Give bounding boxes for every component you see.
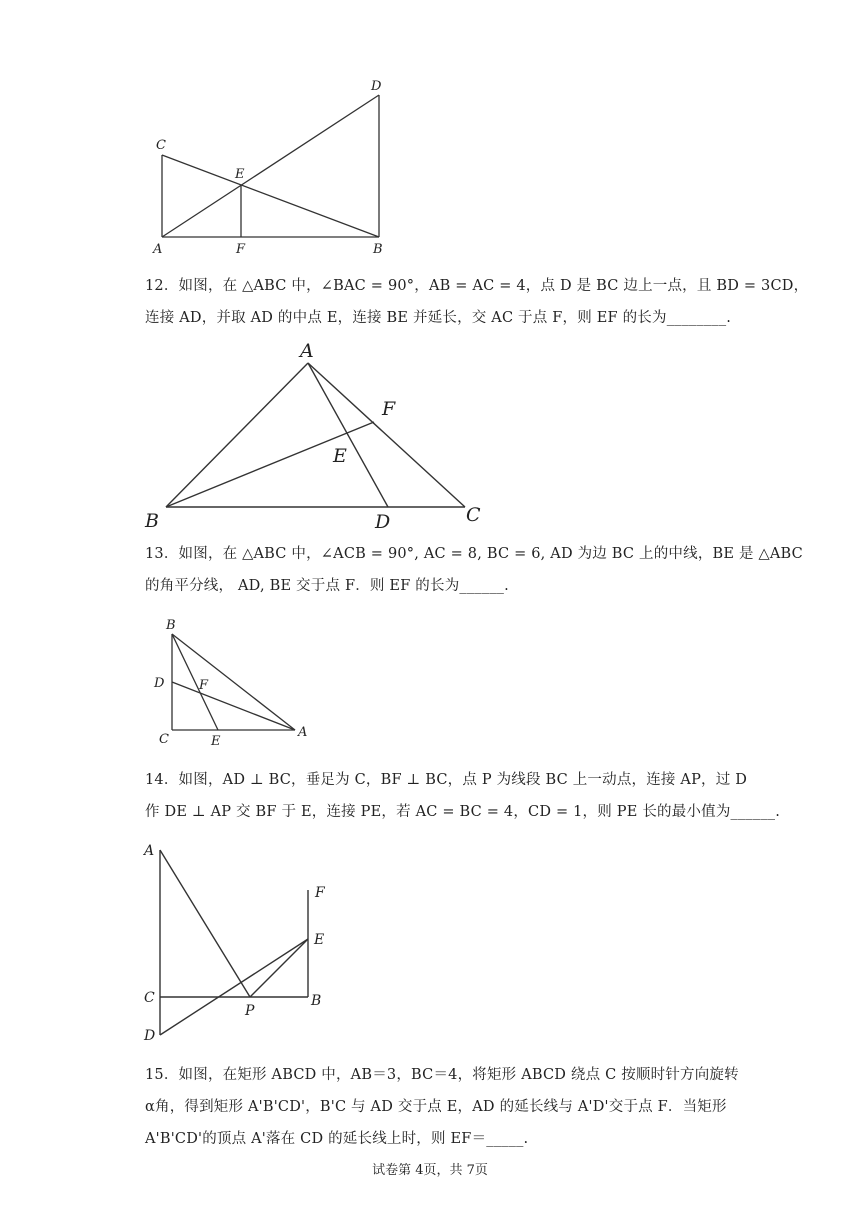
- segment-PE: [250, 939, 308, 997]
- label-P: P: [245, 1003, 255, 1019]
- label-D: D: [375, 511, 391, 533]
- figure-12: [140, 335, 500, 535]
- label-F: F: [382, 398, 396, 420]
- label-B: B: [166, 618, 176, 633]
- label-F: F: [315, 885, 325, 901]
- label-B: B: [145, 510, 159, 532]
- question-12-line-2: 连接 AD，并取 AD 的中点 E，连接 BE 并延长，交 AC 于点 F，则 EF 的长为________.: [145, 310, 732, 326]
- question-15: [145, 1059, 739, 1155]
- segment-AB: [166, 363, 308, 507]
- page-footer: 试卷第 4页，共 7页: [372, 1163, 488, 1178]
- segment-BE: [172, 634, 218, 730]
- label-E: E: [235, 167, 245, 182]
- segment-DE: [160, 939, 308, 1035]
- label-F: F: [199, 678, 209, 693]
- label-A: A: [144, 843, 155, 859]
- question-13-line-2: 的角平分线， AD, BE 交于点 F．则 EF 的长为______.: [145, 578, 509, 594]
- segment-AD: [162, 95, 379, 237]
- figure-11: [140, 70, 400, 260]
- label-E: E: [333, 445, 347, 467]
- question-15-line-2: α角，得到矩形 A'B'CD'，B'C 与 AD 交于点 E，AD 的延长线与 A'D'交于点 F．当矩形: [145, 1099, 727, 1115]
- segment-BA: [172, 634, 295, 730]
- label-D: D: [371, 79, 382, 94]
- label-B: B: [373, 242, 383, 257]
- label-C: C: [156, 138, 166, 153]
- label-C: C: [144, 990, 155, 1006]
- label-E: E: [314, 932, 325, 948]
- question-13-line-1: 13．如图，在 △ABC 中，∠ACB = 90°, AC = 8, BC = 6, AD 为边 BC 上的中线，BE 是 △ABC: [145, 546, 803, 562]
- label-C: C: [159, 732, 169, 747]
- question-14-line-1: 14．如图，AD ⊥ BC，垂足为 C，BF ⊥ BC，点 P 为线段 BC 上一动点，连接 AP，过 D: [145, 772, 748, 788]
- label-A: A: [300, 340, 314, 362]
- segment-CB: [162, 155, 379, 237]
- question-14-line-2: 作 DE ⊥ AP 交 BF 于 E，连接 PE，若 AC = BC = 4，CD = 1，则 PE 长的最小值为______.: [145, 804, 781, 820]
- question-15-line-3: A'B'CD'的顶点 A'落在 CD 的延长线上时，则 EF＝_____.: [145, 1131, 529, 1147]
- question-13: [145, 538, 803, 602]
- question-12-line-1: 12．如图，在 △ABC 中，∠BAC = 90°，AB = AC = 4，点 D 是 BC 边上一点，且 BD = 3CD，: [145, 278, 809, 294]
- label-B: B: [311, 993, 322, 1009]
- label-A: A: [298, 725, 308, 740]
- question-14: [145, 764, 781, 828]
- label-D: D: [154, 676, 165, 691]
- label-E: E: [211, 734, 221, 749]
- segment-AD: [308, 363, 388, 507]
- label-A: A: [153, 242, 163, 257]
- label-D: D: [144, 1028, 156, 1044]
- figure-14: [140, 835, 350, 1045]
- question-15-line-1: 15．如图，在矩形 ABCD 中，AB＝3，BC＝4，将矩形 ABCD 绕点 C 按顺时针方向旋转: [145, 1067, 739, 1083]
- segment-DA: [172, 682, 295, 730]
- label-F: F: [236, 242, 246, 257]
- segment-AC: [308, 363, 465, 507]
- figure-13: [145, 612, 325, 752]
- segment-AP: [160, 850, 250, 997]
- question-12: [145, 270, 809, 334]
- label-C: C: [466, 504, 481, 526]
